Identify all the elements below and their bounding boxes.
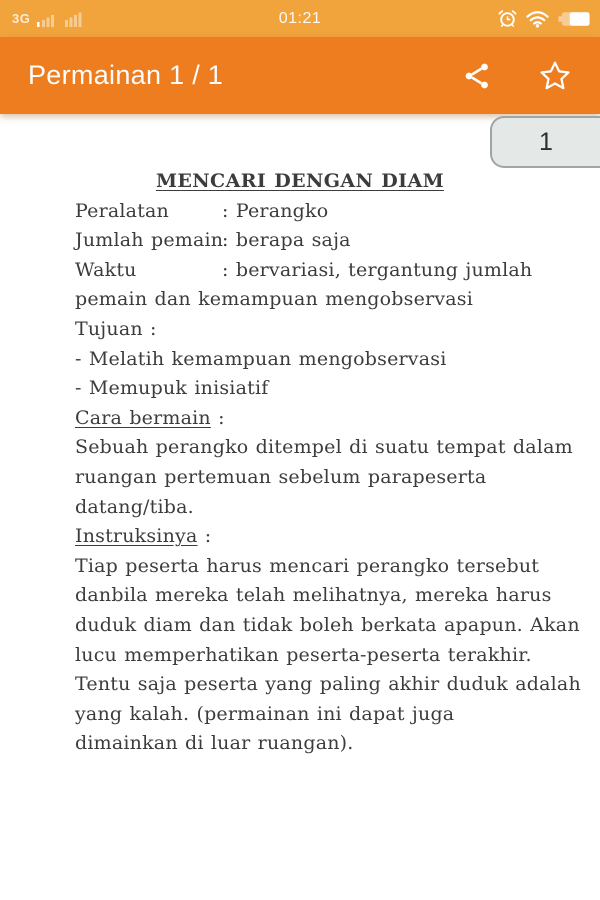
document (75, 167, 581, 759)
wifi-icon (526, 10, 549, 28)
section-heading-suffix: : (197, 525, 212, 548)
field-label: Waktu (75, 258, 137, 281)
document-line (75, 404, 525, 434)
document-line: dimainkan di luar ruangan). (75, 732, 354, 755)
document-line: duduk diam dan tidak boleh berkata apapun. Akan (75, 613, 580, 636)
share-button[interactable] (456, 55, 498, 97)
star-icon (538, 59, 572, 93)
document-line: datang/tiba. (75, 495, 194, 518)
favorite-button[interactable] (532, 53, 578, 99)
battery-icon (558, 11, 590, 27)
page-tab-1[interactable] (490, 116, 600, 168)
document-line: Tentu saja peserta yang paling akhir duduk adalah (75, 673, 581, 696)
document-line (75, 256, 533, 286)
page-title: Permainan 1 / 1 (28, 60, 224, 90)
field-label: Jumlah pemain (75, 229, 224, 252)
status-bar (0, 0, 600, 37)
section-heading-suffix: : (210, 406, 225, 429)
field-value: : Perangko (222, 199, 329, 222)
document-lines (75, 197, 581, 759)
network-type-label: 3G (12, 11, 31, 26)
app-bar (0, 37, 600, 114)
page-tab-label: 1 (539, 127, 553, 156)
section-heading: Instruksinya (75, 525, 198, 548)
document-line: - Melatih kemampuan mengobservasi (75, 347, 447, 370)
document-line: Tiap peserta harus mencari perangko tersebut (75, 554, 540, 577)
document-line: lucu memperhatikan peserta-peserta terakhir. (75, 643, 532, 666)
document-line (75, 197, 525, 227)
field-value: : bervariasi, tergantung jumlah (222, 258, 533, 281)
section-heading: Cara bermain (75, 406, 211, 429)
status-bar-right (498, 0, 590, 37)
document-line (75, 226, 525, 256)
document-line: yang kalah. (permainan ini dapat juga (75, 702, 455, 725)
document-line: danbila mereka telah melihatnya, mereka harus (75, 584, 552, 607)
status-time: 01:21 (278, 9, 322, 27)
document-title: MENCARI DENGAN DIAM (155, 170, 445, 192)
alarm-clock-icon (498, 9, 517, 28)
share-icon (462, 61, 492, 91)
document-line: Tujuan : (75, 317, 157, 340)
document-line: - Memupuk inisiatif (75, 377, 269, 400)
document-line (75, 522, 525, 552)
field-label: Peralatan (75, 199, 169, 222)
app-bar-actions (456, 37, 578, 114)
field-value: : berapa saja (222, 229, 351, 252)
document-line: ruangan pertemuan sebelum parapeserta (75, 465, 487, 488)
document-line: Sebuah perangko ditempel di suatu tempat dalam (75, 436, 573, 459)
document-line: pemain dan kemampuan mengobservasi (75, 288, 474, 311)
